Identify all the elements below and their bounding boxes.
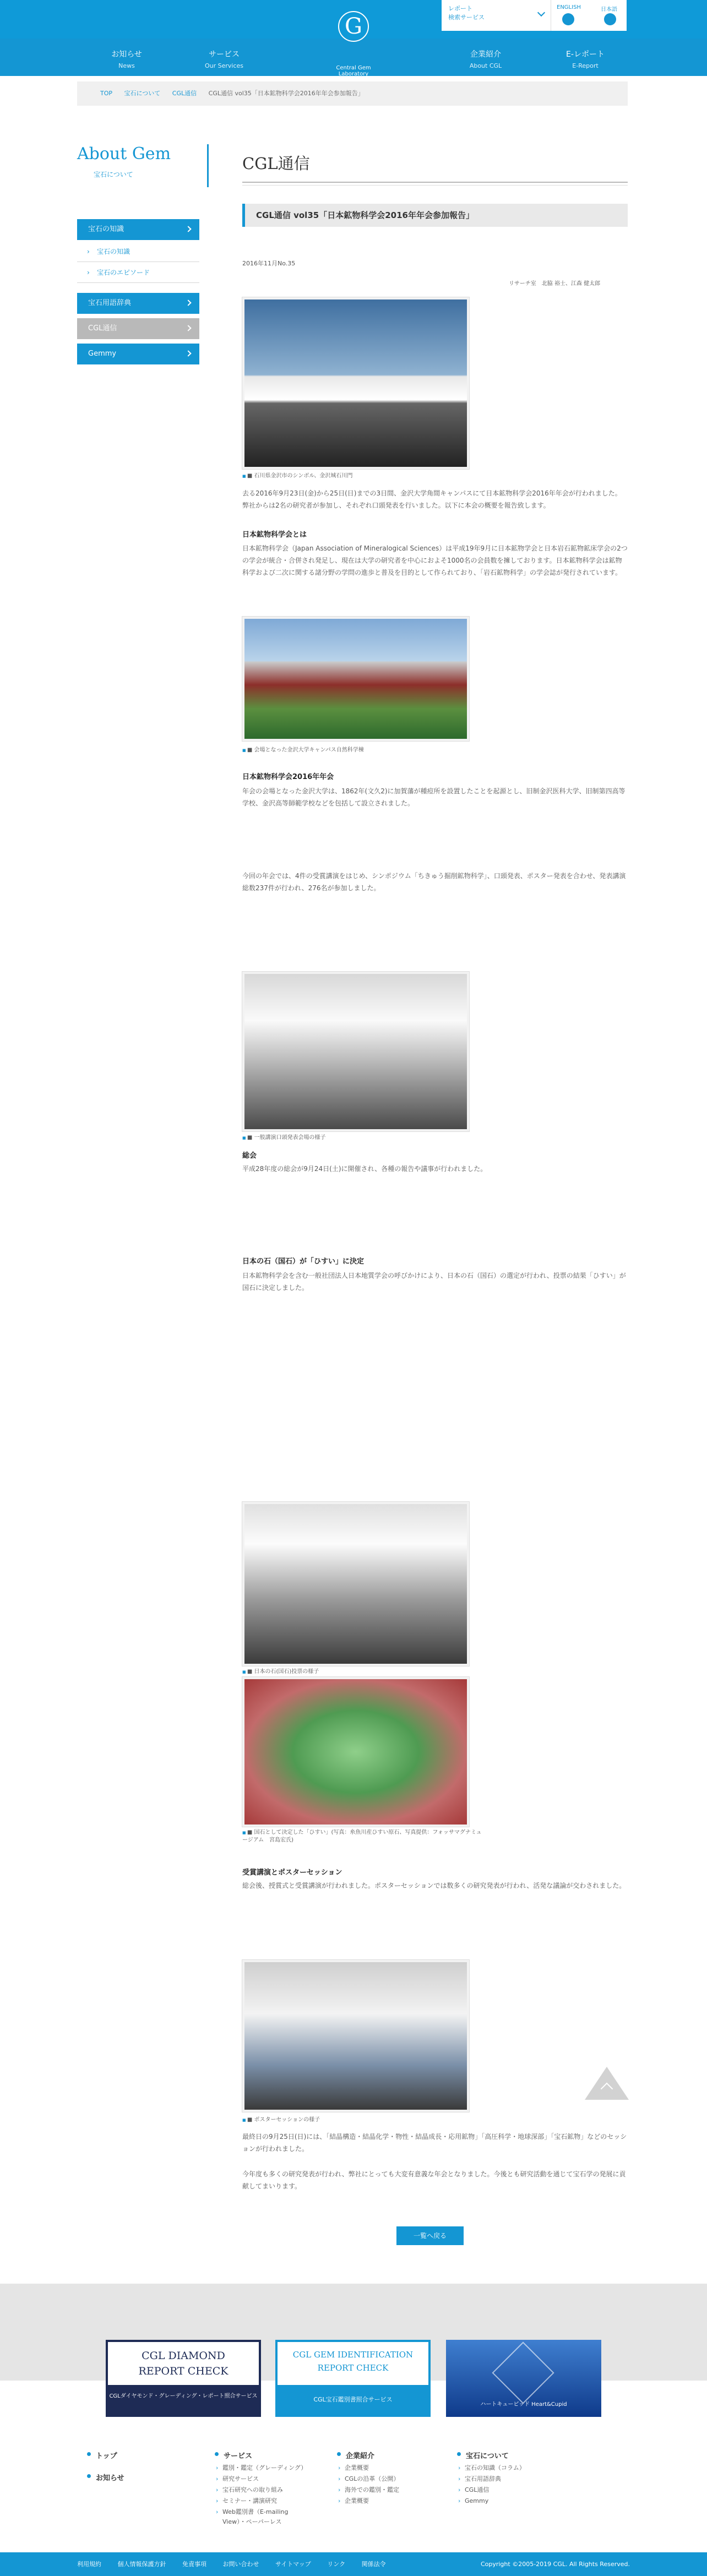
report-search-select[interactable]	[442, 0, 552, 31]
nav-services-en: Our Services	[204, 62, 244, 69]
page-title: CGL通信	[242, 154, 310, 173]
para-sessions: 最終日の9月25日(日)には、「結晶構造・結晶化学・物性・結晶成長・応用鉱物」「高圧科学・地球深部」「宝石鉱物」などのセッションが行われました。	[242, 2133, 627, 2153]
sidebar-sub-knowledge[interactable]: › 宝石の知識	[77, 241, 199, 262]
nav-about-ja: 企業紹介	[470, 50, 501, 59]
para-closing: 今年度も多くの研究発表が行われ、弊社にとっても大変有意義な年会となりました。今後とも研究活動を通じて宝石学の発展に貢献してまいります。	[242, 2170, 626, 2190]
para-general-meeting: 平成28年度の総会が9月24日(土)に開催され、各種の報告や議事が行われました。	[242, 1165, 487, 1173]
article-date: 2016年11月No.35	[242, 260, 296, 267]
heading-national-stone: 日本の石（国石）が「ひすい」に決定	[242, 1257, 365, 1266]
article-reporter: リサーチ室 北脇 裕士、江森 健太郎	[509, 281, 601, 287]
footer-link[interactable]: › 宝石用語辞典	[457, 2474, 501, 2484]
heading-annual-meeting: 日本鉱物科学会2016年年会	[242, 773, 334, 781]
diamond-shape-icon	[492, 2341, 554, 2404]
footer-link[interactable]: › CGLの沿革（公開）	[337, 2474, 399, 2484]
title-divider	[207, 144, 209, 187]
nav-ereport-ja: E-レポート	[566, 50, 605, 59]
para-national-stone: 日本鉱物科学会を含む一般社団法人日本地質学会の呼びかけにより、日本の石（国石）の選定が行われ、投票の結果「ひすい」が国石に決定しました。	[242, 1272, 626, 1292]
heading-general-meeting: 総会	[242, 1152, 257, 1160]
nav-news-en: News	[118, 62, 135, 69]
footer-link[interactable]: › 企業概要	[337, 2496, 369, 2506]
title-rule	[242, 182, 628, 183]
language-switch	[551, 0, 627, 31]
nav-services[interactable]	[183, 48, 265, 69]
footer-sitemap[interactable]: サイトマップ	[275, 2561, 311, 2568]
para-about-society: 日本鉱物科学会（Japan Association of Mineralogical Sciences）は平成19年9月に日本鉱物学会と日本岩石鉱物鉱床学会の2つの学会が統合・合併され発足し、現在は大学の研究者を中心におよそ1000名の会員数を擁しております。日本鉱物科学会は鉱物科学および二次に関する諸分野の学問の進歩と普及を目的として作られており、「岩石鉱物科学」の学会誌が発行されています。	[242, 544, 628, 576]
para-poster: 総会後、授賞式と受賞講演が行われました。ポスターセッションでは数多くの研究発表が行われ、活発な議論が交わされました。	[242, 1882, 626, 1889]
footer-terms[interactable]: 利用規約	[77, 2561, 101, 2568]
lang-en-dot-icon[interactable]	[562, 13, 574, 25]
back-to-list-button[interactable]: 一覧へ戻る	[396, 2226, 464, 2245]
caption-castle: ■ ■ 石川県金沢市のシンボル、金沢城石川門	[242, 472, 352, 480]
breadcrumb	[77, 81, 628, 106]
select-line1: レポート	[448, 5, 472, 12]
banner-gem-sub: CGL宝石鑑別書照合サービス	[278, 2385, 428, 2415]
banner-heart-cupid[interactable]	[446, 2340, 601, 2417]
footer-disclaimer[interactable]: 免責事項	[182, 2561, 206, 2568]
lang-japanese[interactable]: 日本語	[601, 7, 617, 13]
footer-link[interactable]: › 研究サービス	[215, 2474, 259, 2484]
banner-gem-line2: REPORT CHECK	[317, 2363, 389, 2373]
breadcrumb-gem[interactable]: 宝石について	[124, 90, 161, 97]
copyright: Copyright ©2005-2019 CGL. All Rights Reserved.	[480, 2561, 630, 2568]
footer-contact[interactable]: お問い合わせ	[222, 2561, 259, 2568]
footer-link[interactable]: › Web鑑別書（E-mailing View）・ペーパーレス	[215, 2507, 297, 2527]
photo-jade	[242, 1677, 469, 1827]
sidebar-item-cgl-news[interactable]	[77, 318, 199, 339]
footer-link[interactable]: › セミナー・講演研究	[215, 2496, 277, 2506]
sidebar-item-knowledge[interactable]	[77, 219, 199, 240]
photo-vote	[242, 1502, 469, 1666]
banner-heart-ja: ハートキューピッド	[480, 2401, 530, 2408]
photo-poster	[242, 1960, 469, 2112]
nav-ereport-en: E-Report	[572, 62, 599, 69]
footer-link[interactable]: › CGL通信	[457, 2485, 489, 2495]
footer-news[interactable]: お知らせ	[87, 2472, 124, 2482]
para-venue: 年会の会場となった金沢大学は、1862年(文久2)に加賀藩が種痘所を設置したことを起源とし、旧制金沢医科大学、旧制第四高等学校、金沢高等師範学校などを包括して設立されました。	[242, 787, 626, 807]
nav-services-ja: サービス	[209, 50, 240, 59]
sidebar-title: About Gem	[77, 144, 171, 164]
chevron-right-icon	[185, 350, 191, 356]
nav-ereport[interactable]	[544, 48, 627, 69]
sidebar-item-label: Gemmy	[88, 350, 117, 358]
chevron-right-icon	[185, 299, 191, 306]
breadcrumb-current: CGL通信 vol35「日本鉱物科学会2016年年会参加報告」	[208, 90, 364, 97]
caption-vote: ■ ■ 日本の石(国石)投票の様子	[242, 1668, 319, 1676]
sidebar-item-label: 宝石用語辞典	[88, 299, 132, 307]
banner-heart-en: Heart&Cupid	[531, 2401, 567, 2408]
caption-campus: ■ ■ 会場となった金沢大学キャンパス自然科学棟	[242, 747, 364, 754]
lang-ja-dot-icon[interactable]	[604, 13, 616, 25]
caption-poster: ■ ■ ポスターセッションの様子	[242, 2116, 320, 2124]
chevron-right-icon	[185, 226, 191, 232]
banner-gem-check[interactable]	[275, 2340, 431, 2417]
nav-news[interactable]	[85, 48, 168, 69]
banner-diamond-line1: CGL DIAMOND	[142, 2350, 225, 2362]
footer-gem[interactable]: 宝石について	[457, 2450, 509, 2460]
heading-poster: 受賞講演とポスターセッション	[242, 1869, 342, 1877]
footer-laws[interactable]: 関係法令	[361, 2561, 386, 2568]
sidebar-item-label: 宝石の知識	[88, 225, 124, 233]
footer-link[interactable]: › 宝石の知識（コラム）	[457, 2463, 525, 2473]
logo-letter: G	[345, 14, 362, 39]
caption-lecture: ■ ■ 一般講演口頭発表会場の様子	[242, 1134, 325, 1142]
footer-top[interactable]: トップ	[87, 2450, 117, 2460]
footer-privacy[interactable]: 個人情報保護方針	[117, 2561, 166, 2568]
banner-heart-text	[446, 2399, 601, 2408]
nav-about[interactable]	[444, 48, 527, 69]
sidebar-item-gemmy[interactable]	[77, 344, 199, 364]
sidebar-subtitle: 宝石について	[94, 171, 133, 178]
site-logo[interactable]	[326, 4, 381, 64]
chevron-right-icon	[185, 325, 191, 331]
banner-diamond-sub: CGLダイヤモンド・グレーディング・レポート照合サービス	[108, 2385, 259, 2415]
footer-services[interactable]: サービス	[215, 2450, 252, 2460]
logo-text: Central Gem Laboratory	[336, 65, 371, 77]
footer-link[interactable]: › 鑑別・鑑定（グレーディング）	[215, 2463, 307, 2473]
sidebar-item-label: CGL通信	[88, 324, 117, 333]
footer-link[interactable]: › Gemmy	[457, 2496, 488, 2506]
breadcrumb-top[interactable]: TOP	[100, 90, 113, 97]
article-title: CGL通信 vol35「日本鉱物科学会2016年年会参加報告」	[242, 204, 628, 227]
photo-lecture-hall	[242, 972, 469, 1131]
footer-about[interactable]: 企業紹介	[337, 2450, 374, 2460]
caption-jade: ■ ■ 国石として決定した「ひすい」(写真：糸魚川産ひすい原石、写真提供：フォッサマグナミュージアム 宮島宏氏)	[242, 1829, 485, 1844]
banner-diamond-line2: REPORT CHECK	[138, 2365, 229, 2377]
title-rule-thin	[242, 185, 628, 186]
footer-link[interactable]: › 企業概要	[337, 2463, 369, 2473]
sidebar-item-dictionary[interactable]	[77, 293, 199, 314]
select-line2: 検索サービス	[448, 14, 485, 21]
nav-about-en: About CGL	[469, 62, 502, 69]
banner-diamond-check[interactable]	[106, 2340, 261, 2417]
footer-link[interactable]: › 宝石研究への取り組み	[215, 2485, 283, 2495]
sidebar-sub-episode[interactable]: › 宝石のエピソード	[77, 262, 199, 283]
footer-bottom-links	[77, 2552, 400, 2576]
photo-kanazawa-castle	[242, 297, 469, 469]
para-program: 今回の年会では、4件の受賞講演をはじめ、シンポジウム「ちきゅう掘削鉱物科学」、口頭発表、ポスター発表を合わせ、発表講演総数237件が行われ、276名が参加しました。	[242, 872, 626, 892]
photo-campus	[242, 617, 469, 741]
nav-news-ja: お知らせ	[111, 50, 142, 59]
footer-links[interactable]: リンク	[327, 2561, 346, 2568]
banner-gem-line1: CGL GEM IDENTIFICATION	[292, 2350, 414, 2360]
para-intro: 去る2016年9月23日(金)から25日(日)までの3日間、金沢大学角間キャンパスにて日本鉱物科学会2016年年会が行われました。弊社からは2名の研究者が参加し、それぞれ口頭発表を行いました。以下に本会の概要を報告致します。	[242, 489, 622, 509]
breadcrumb-cgl[interactable]: CGL通信	[172, 90, 197, 97]
footer-bottom-bar	[0, 2552, 707, 2576]
heading-about-society: 日本鉱物科学会とは	[242, 531, 307, 539]
footer-link[interactable]: › 海外での鑑別・鑑定	[337, 2485, 399, 2495]
lang-english[interactable]: ENGLISH	[557, 4, 581, 10]
